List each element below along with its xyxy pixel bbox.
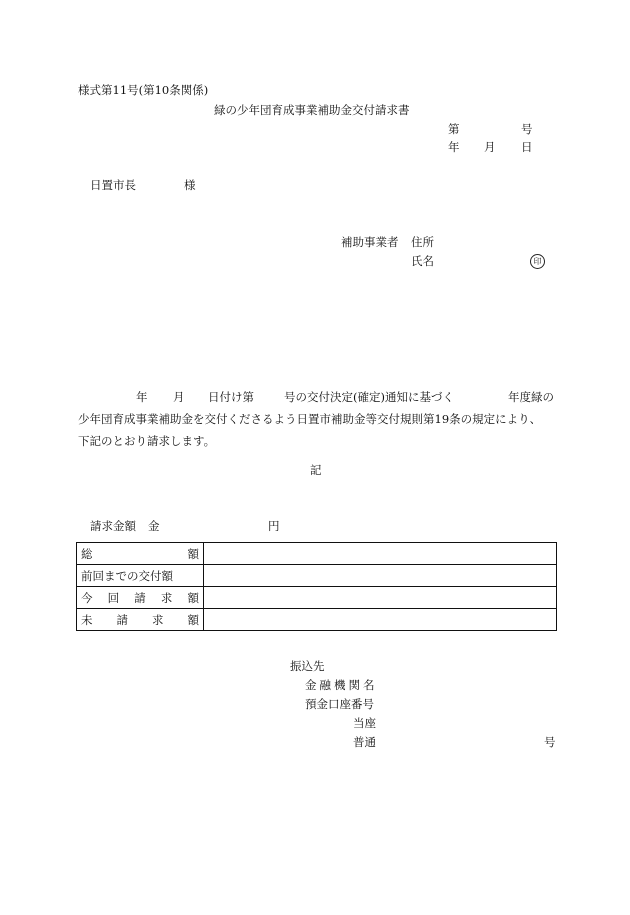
label-char: 未 bbox=[81, 612, 93, 627]
bank-label: 金融機関名 bbox=[305, 678, 378, 692]
date-month: 月 bbox=[484, 140, 496, 154]
account-type-current: 当座 bbox=[353, 716, 376, 730]
account-type-ordinary: 普通 bbox=[353, 735, 376, 749]
date-day: 日 bbox=[521, 140, 533, 154]
row-label-total bbox=[77, 543, 204, 565]
doc-number-prefix: 第 bbox=[448, 122, 460, 136]
row-label-current bbox=[77, 587, 204, 609]
body-month: 月 bbox=[173, 390, 185, 404]
table-row bbox=[77, 587, 557, 609]
value-cell[interactable] bbox=[204, 565, 557, 587]
label-char: 請 bbox=[116, 612, 128, 627]
label-char: 請 bbox=[134, 590, 146, 605]
claim-label: 請求金額 bbox=[90, 519, 136, 533]
table-row bbox=[77, 565, 557, 587]
table-row bbox=[77, 609, 557, 631]
body-day-no: 日付け第 bbox=[208, 390, 254, 404]
seal-mark: 印 bbox=[530, 254, 545, 269]
label-char: 回 bbox=[107, 590, 120, 605]
addressee-name: 日置市長 bbox=[90, 178, 136, 192]
label-char: 額 bbox=[187, 546, 199, 561]
row-label-previous bbox=[77, 565, 204, 587]
body-year: 年 bbox=[136, 390, 148, 404]
applicant-role: 補助事業者 bbox=[341, 235, 399, 249]
row-label-unclaimed bbox=[77, 609, 204, 631]
label-char: 前回までの交付額 bbox=[81, 568, 173, 583]
transfer-heading: 振込先 bbox=[290, 659, 325, 673]
claim-unit: 円 bbox=[268, 519, 280, 533]
body-line-2: 少年団育成事業補助金を交付くださるよう日置市補助金等交付規則第19条の規定により、 bbox=[78, 412, 542, 426]
value-cell[interactable] bbox=[204, 543, 557, 565]
address-label: 住所 bbox=[411, 235, 434, 249]
amount-table bbox=[76, 542, 557, 631]
claim-prefix: 金 bbox=[148, 519, 160, 533]
label-char: 今 bbox=[81, 590, 93, 605]
body-line-3: 下記のとおり請求します。 bbox=[78, 434, 216, 448]
account-number-suffix: 号 bbox=[544, 735, 556, 749]
doc-number-suffix: 号 bbox=[521, 122, 533, 136]
date-year: 年 bbox=[448, 140, 460, 154]
label-char: 求 bbox=[160, 590, 173, 605]
request-body bbox=[78, 386, 558, 452]
value-cell[interactable] bbox=[204, 587, 557, 609]
body-line-1 bbox=[78, 386, 558, 408]
addressee-honorific: 様 bbox=[184, 178, 196, 192]
form-number: 様式第11号(第10条関係) bbox=[78, 83, 209, 97]
label-char: 額 bbox=[187, 590, 199, 605]
account-label: 預金口座番号 bbox=[305, 697, 374, 711]
label-char: 額 bbox=[187, 612, 199, 627]
body-notice: 号の交付決定(確定)通知に基づく bbox=[284, 390, 454, 404]
label-char: 求 bbox=[152, 612, 164, 627]
value-cell[interactable] bbox=[204, 609, 557, 631]
label-char: 総 bbox=[81, 546, 93, 561]
body-fiscal-year: 年度緑の bbox=[508, 390, 554, 404]
table-row bbox=[77, 543, 557, 565]
ki-heading: 記 bbox=[310, 463, 322, 477]
name-label: 氏名 bbox=[411, 254, 434, 268]
document-title: 緑の少年団育成事業補助金交付請求書 bbox=[214, 103, 410, 117]
